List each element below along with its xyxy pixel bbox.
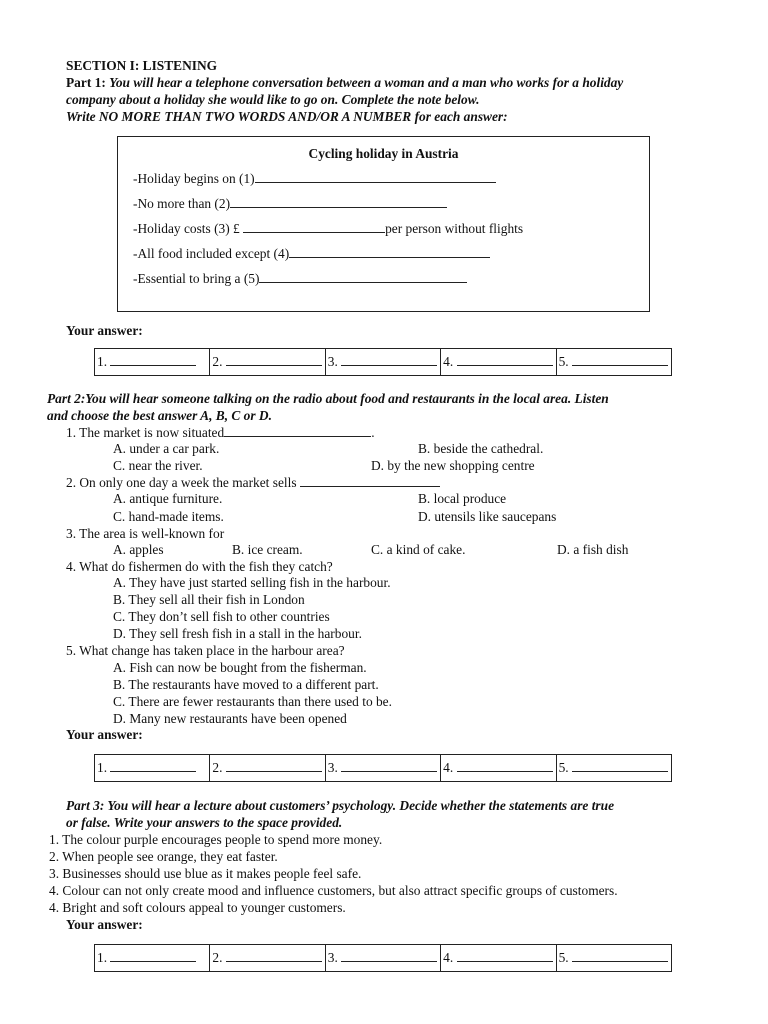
q4-option-b: B. They sell all their fish in London (113, 592, 305, 607)
q4-option-a: A. They have just started selling fish in the harbour. (113, 575, 391, 590)
part3-instruction-line1: Part 3: You will hear a lecture about customers’ psychology. Decide whether the statements are true (66, 798, 615, 813)
q2-option-c: C. hand-made items. (113, 509, 224, 524)
statement-3: 3. Businesses should use blue as it makes people feel safe. (49, 866, 362, 881)
answer-cell[interactable]: 4. (441, 349, 556, 376)
question-3: 3. The area is well-known for (66, 526, 225, 541)
answer-cell[interactable]: 4. (441, 945, 556, 972)
part1-label: Part 1: (66, 75, 106, 90)
part1-your-answer: Your answer: (66, 323, 143, 338)
answer-cell[interactable]: 3. (325, 349, 440, 376)
q4-option-c: C. They don’t sell fish to other countries (113, 609, 330, 624)
note-title: Cycling holiday in Austria (308, 146, 459, 161)
q2-option-a: A. antique furniture. (113, 491, 223, 506)
q2-option-d: D. utensils like saucepans (418, 509, 557, 524)
question-5: 5. What change has taken place in the harbour area? (66, 643, 345, 658)
note-line-4: -All food included except (4) (133, 246, 490, 263)
part1-answer-table (94, 348, 672, 376)
part3-instruction-line2: or false. Write your answers to the space provided. (66, 815, 343, 830)
blank-2[interactable] (230, 196, 447, 208)
part1-instruction-text: You will hear a telephone conversation between a woman and a man who works for a holiday (109, 75, 624, 90)
part1-instruction-line1 (66, 75, 623, 92)
section-title: SECTION I: LISTENING (66, 58, 218, 73)
blank-4[interactable] (289, 246, 490, 258)
answer-cell[interactable]: 1. (95, 755, 210, 782)
answer-cell[interactable]: 2. (210, 349, 325, 376)
statement-4: 4. Colour can not only create mood and influence customers, but also attract specific groups of customers. (49, 883, 618, 898)
note-box (117, 136, 650, 312)
q5-option-a: A. Fish can now be bought from the fisherman. (113, 660, 367, 675)
note-line-3: -Holiday costs (3) £ per person without flights (133, 221, 524, 236)
part2-instruction-line1: Part 2:You will hear someone talking on the radio about food and restaurants in the local area. Listen (47, 391, 609, 406)
question-4: 4. What do fishermen do with the fish they catch? (66, 559, 333, 574)
blank-3[interactable] (243, 221, 385, 233)
q2-option-b: B. local produce (418, 491, 507, 506)
part2-answer-table (94, 754, 672, 782)
answer-cell[interactable]: 4. (441, 755, 556, 782)
part2-instruction-line2: and choose the best answer A, B, C or D. (47, 408, 272, 423)
q3-option-b: B. ice cream. (232, 542, 303, 557)
note-line-1: -Holiday begins on (1) (133, 171, 496, 188)
q1-option-a: A. under a car park. (113, 441, 220, 456)
answer-cell[interactable]: 3. (325, 755, 440, 782)
blank-1[interactable] (255, 171, 496, 183)
question-1: 1. The market is now situated . (66, 425, 375, 440)
blank-5[interactable] (259, 271, 467, 283)
statement-2: 2. When people see orange, they eat faster. (49, 849, 278, 864)
q5-option-d: D. Many new restaurants have been opened (113, 711, 347, 726)
note-line-2: -No more than (2) (133, 196, 447, 213)
q3-option-c: C. a kind of cake. (371, 542, 466, 557)
q5-option-b: B. The restaurants have moved to a different part. (113, 677, 379, 692)
part1-instruction-line3: Write NO MORE THAN TWO WORDS AND/OR A NUMBER for each answer: (66, 109, 508, 124)
q1-option-b: B. beside the cathedral. (418, 441, 544, 456)
q3-option-d: D. a fish dish (557, 542, 629, 557)
statement-5: 4. Bright and soft colours appeal to younger customers. (49, 900, 346, 915)
answer-cell[interactable]: 2. (210, 755, 325, 782)
q5-option-c: C. There are fewer restaurants than there used to be. (113, 694, 392, 709)
q1-option-c: C. near the river. (113, 458, 203, 473)
answer-cell[interactable]: 5. (556, 755, 671, 782)
answer-cell[interactable]: 5. (556, 945, 671, 972)
part3-your-answer: Your answer: (66, 917, 143, 932)
answer-cell[interactable]: 3. (325, 945, 440, 972)
answer-cell[interactable]: 1. (95, 945, 210, 972)
q1-option-d: D. by the new shopping centre (371, 458, 535, 473)
part1-instruction-line2: company about a holiday she would like to go on. Complete the note below. (66, 92, 480, 107)
part2-your-answer: Your answer: (66, 727, 143, 742)
answer-cell[interactable]: 5. (556, 349, 671, 376)
answer-cell[interactable]: 2. (210, 945, 325, 972)
q3-option-a: A. apples (113, 542, 164, 557)
note-line-5: -Essential to bring a (5) (133, 271, 467, 288)
statement-1: 1. The colour purple encourages people to spend more money. (49, 832, 383, 847)
answer-cell[interactable]: 1. (95, 349, 210, 376)
q4-option-d: D. They sell fresh fish in a stall in the harbour. (113, 626, 362, 641)
question-2: 2. On only one day a week the market sells (66, 475, 440, 492)
part3-answer-table (94, 944, 672, 972)
